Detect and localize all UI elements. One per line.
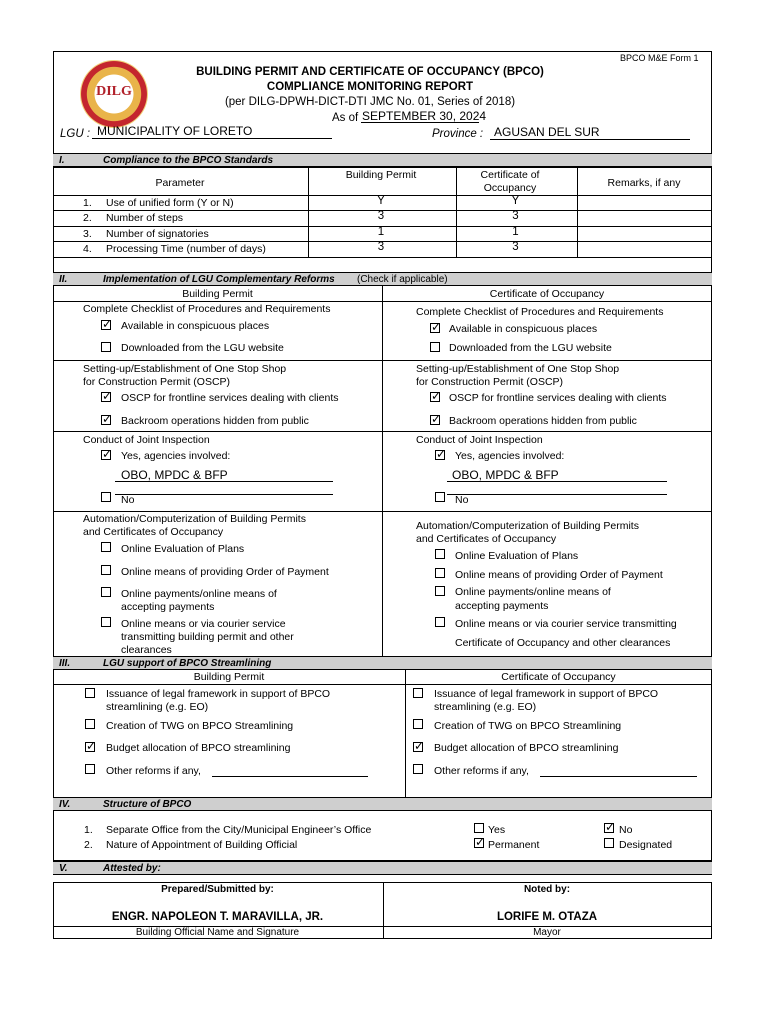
bp-agencies-value: OBO, MPDC & BFP bbox=[121, 468, 228, 482]
co-other-label: Other reforms if any, bbox=[434, 765, 529, 777]
bp-joint-no-checkbox[interactable] bbox=[101, 492, 111, 502]
col-remarks: Remarks, if any bbox=[607, 177, 681, 189]
bp-twg-label: Creation of TWG on BPCO Streamlining bbox=[106, 720, 294, 732]
bp-other-label: Other reforms if any, bbox=[106, 765, 201, 777]
co-auto-pay-label-2: accepting payments bbox=[455, 600, 549, 612]
col-parameter: Parameter bbox=[155, 177, 205, 189]
separate-office-yes-label: Yes bbox=[488, 824, 506, 836]
co-checklist-title: Complete Checklist of Procedures and Requirements bbox=[416, 306, 664, 318]
co-twg-label: Creation of TWG on BPCO Streamlining bbox=[434, 720, 622, 732]
row-bp-value: 3 bbox=[377, 241, 385, 253]
row-parameter: Number of signatories bbox=[106, 228, 209, 240]
section-2-bar bbox=[53, 272, 712, 286]
row-number: 4. bbox=[83, 243, 92, 255]
co-joint-yes-checkbox[interactable] bbox=[435, 450, 445, 460]
co-downloaded-label: Downloaded from the LGU website bbox=[449, 342, 612, 354]
section-5-num: V. bbox=[59, 863, 68, 874]
bp-budget-label: Budget allocation of BPCO streamlining bbox=[106, 742, 291, 754]
co-courier-checkbox[interactable] bbox=[435, 617, 445, 627]
bp-downloaded-checkbox[interactable] bbox=[101, 342, 111, 352]
bp-oscp-backroom-label: Backroom operations hidden from public bbox=[121, 415, 309, 427]
bp-oscp-frontline-label: OSCP for frontline services dealing with clients bbox=[121, 392, 339, 404]
bp-joint-title: Conduct of Joint Inspection bbox=[83, 434, 210, 446]
row-bp-value: 3 bbox=[377, 210, 385, 222]
bp-auto-pay-checkbox[interactable] bbox=[101, 587, 111, 597]
co-agencies-value: OBO, MPDC & BFP bbox=[452, 468, 559, 482]
co-joint-no-checkbox[interactable] bbox=[435, 492, 445, 502]
bp-courier-label-2: transmitting building permit and other bbox=[121, 631, 294, 643]
bp-joint-yes-checkbox[interactable] bbox=[101, 450, 111, 460]
co-budget-checkbox[interactable] bbox=[413, 742, 423, 752]
col-certificate-of-occupancy: Certificate of Occupancy bbox=[480, 169, 540, 194]
row-co-value: Y bbox=[511, 195, 520, 207]
report-title-2: COMPLIANCE MONITORING REPORT bbox=[266, 81, 474, 93]
co-oscp-title-1: Setting-up/Establishment of One Stop Shop bbox=[416, 363, 620, 375]
row-co-value: 3 bbox=[512, 241, 519, 253]
bp-oscp-frontline-checkbox[interactable] bbox=[101, 392, 111, 402]
co-auto-eval-checkbox[interactable] bbox=[435, 549, 445, 559]
bp-checklist-title: Complete Checklist of Procedures and Requirements bbox=[83, 303, 331, 315]
appointment-permanent-label: Permanent bbox=[488, 839, 540, 851]
section-1-bar bbox=[53, 153, 712, 167]
section-3-num: III. bbox=[59, 658, 71, 669]
co-oscp-frontline-label: OSCP for frontline services dealing with clients bbox=[449, 392, 667, 404]
lgu-value: MUNICIPALITY OF LORETO bbox=[97, 124, 253, 138]
section-4-bar bbox=[53, 797, 712, 811]
section-3-bar bbox=[53, 656, 712, 670]
section-4-num: IV. bbox=[59, 799, 71, 810]
col-building-permit: Building Permit bbox=[345, 169, 417, 181]
bp-oscp-backroom-checkbox[interactable] bbox=[101, 415, 111, 425]
bp-courier-label-1: Online means or via courier service bbox=[121, 618, 286, 630]
bp-available-checkbox[interactable] bbox=[101, 320, 111, 330]
s3-col-bp: Building Permit bbox=[193, 671, 265, 683]
bp-available-label: Available in conspicuous places bbox=[121, 320, 270, 332]
noted-by-label: Noted by: bbox=[523, 884, 571, 895]
form-code: BPCO M&E Form 1 bbox=[620, 53, 699, 63]
s2-col-co: Certificate of Occupancy bbox=[489, 288, 605, 300]
co-legal-label-1: Issuance of legal framework in support of BPCO bbox=[434, 688, 659, 700]
co-budget-label: Budget allocation of BPCO streamlining bbox=[434, 742, 619, 754]
co-auto-order-checkbox[interactable] bbox=[435, 568, 445, 578]
co-auto-pay-label-1: Online payments/online means of bbox=[455, 586, 611, 598]
bp-joint-no-label: No bbox=[121, 494, 135, 506]
lgu-label: LGU : bbox=[60, 128, 91, 140]
bp-legal-checkbox[interactable] bbox=[85, 688, 95, 698]
bp-legal-label-2: streamlining (e.g. EO) bbox=[106, 701, 209, 713]
as-of-value: SEPTEMBER 30, 2024 bbox=[362, 109, 487, 123]
bp-auto-pay-label-1: Online payments/online means of bbox=[121, 588, 277, 600]
bp-legal-label-1: Issuance of legal framework in support of BPCO bbox=[106, 688, 331, 700]
bp-downloaded-label: Downloaded from the LGU website bbox=[121, 342, 284, 354]
section-1-title: Compliance to the BPCO Standards bbox=[103, 155, 274, 166]
noted-by-role: Mayor bbox=[533, 927, 561, 938]
report-title-1: BUILDING PERMIT AND CERTIFICATE OF OCCUPANCY (BPCO) bbox=[196, 66, 544, 78]
co-legal-checkbox[interactable] bbox=[413, 688, 423, 698]
row-parameter: Processing Time (number of days) bbox=[106, 243, 266, 255]
co-oscp-backroom-label: Backroom operations hidden from public bbox=[449, 415, 637, 427]
appointment-designated-checkbox[interactable] bbox=[604, 838, 614, 848]
report-subtitle: (per DILG-DPWH-DICT-DTI JMC No. 01, Series of 2018) bbox=[224, 96, 516, 108]
section-5-bar bbox=[53, 861, 712, 875]
separate-office-yes-checkbox[interactable] bbox=[474, 823, 484, 833]
bp-twg-checkbox[interactable] bbox=[85, 719, 95, 729]
s4-item-2-label: Nature of Appointment of Building Official bbox=[106, 839, 298, 851]
section-3-title: LGU support of BPCO Streamlining bbox=[103, 658, 272, 669]
bp-auto-title-1: Automation/Computerization of Building Permits bbox=[83, 513, 306, 525]
s2-col-bp: Building Permit bbox=[182, 288, 253, 300]
co-available-checkbox[interactable] bbox=[430, 323, 440, 333]
separate-office-no-checkbox[interactable] bbox=[604, 823, 614, 833]
appointment-permanent-checkbox[interactable] bbox=[474, 838, 484, 848]
province-label: Province : bbox=[432, 128, 484, 140]
co-joint-no-label: No bbox=[455, 494, 469, 506]
co-courier-label-2: Certificate of Occupancy and other clearances bbox=[455, 637, 671, 649]
row-co-value: 3 bbox=[512, 210, 519, 222]
s3-col-co: Certificate of Occupancy bbox=[501, 671, 616, 683]
s4-item-1-number: 1. bbox=[84, 824, 93, 836]
co-oscp-frontline-checkbox[interactable] bbox=[430, 392, 440, 402]
co-courier-label-1: Online means or via courier service transmitting bbox=[455, 618, 677, 630]
row-parameter: Number of steps bbox=[106, 212, 184, 224]
co-auto-pay-checkbox[interactable] bbox=[435, 586, 445, 596]
row-number: 2. bbox=[83, 212, 92, 224]
co-joint-yes-label: Yes, agencies involved: bbox=[455, 450, 565, 462]
bp-budget-checkbox[interactable] bbox=[85, 742, 95, 752]
section-2-title: Implementation of LGU Complementary Reforms bbox=[103, 274, 335, 285]
noted-by-name: LORIFE M. OTAZA bbox=[496, 911, 598, 923]
co-joint-title: Conduct of Joint Inspection bbox=[416, 434, 543, 446]
bp-courier-checkbox[interactable] bbox=[101, 617, 111, 627]
bp-auto-eval-label: Online Evaluation of Plans bbox=[121, 543, 245, 555]
section-1-num: I. bbox=[59, 155, 65, 166]
row-bp-value: Y bbox=[377, 195, 385, 207]
co-oscp-title-2: for Construction Permit (OSCP) bbox=[416, 376, 564, 388]
section-2-note: (Check if applicable) bbox=[357, 274, 448, 285]
bp-oscp-title-1: Setting-up/Establishment of One Stop Shop bbox=[83, 363, 287, 375]
co-oscp-backroom-checkbox[interactable] bbox=[430, 415, 440, 425]
bp-auto-title-2: and Certificates of Occupancy bbox=[83, 526, 224, 538]
co-twg-checkbox[interactable] bbox=[413, 719, 423, 729]
seal-text: DILG bbox=[96, 84, 132, 99]
co-auto-title-2: and Certificates of Occupancy bbox=[416, 533, 557, 545]
row-number: 3. bbox=[83, 228, 92, 240]
row-parameter: Use of unified form (Y or N) bbox=[106, 197, 234, 209]
co-legal-label-2: streamlining (e.g. EO) bbox=[434, 701, 537, 713]
prepared-by-name: ENGR. NAPOLEON T. MARAVILLA, JR. bbox=[111, 911, 324, 923]
province-value: AGUSAN DEL SUR bbox=[494, 125, 600, 139]
co-auto-title-1: Automation/Computerization of Building Permits bbox=[416, 520, 639, 532]
bp-oscp-title-2: for Construction Permit (OSCP) bbox=[83, 376, 231, 388]
bp-other-checkbox[interactable] bbox=[85, 764, 95, 774]
bp-joint-yes-label: Yes, agencies involved: bbox=[121, 450, 231, 462]
s4-item-2-number: 2. bbox=[84, 839, 93, 851]
prepared-by-role: Building Official Name and Signature bbox=[135, 927, 300, 938]
bp-courier-label-3: clearances bbox=[121, 644, 172, 656]
row-co-value: 1 bbox=[512, 226, 519, 238]
co-available-label: Available in conspicuous places bbox=[449, 323, 598, 335]
section-4-title: Structure of BPCO bbox=[103, 799, 192, 810]
row-number: 1. bbox=[83, 197, 92, 209]
bp-auto-eval-checkbox[interactable] bbox=[101, 542, 111, 552]
bp-auto-order-checkbox[interactable] bbox=[101, 565, 111, 575]
row-bp-value: 1 bbox=[377, 226, 385, 238]
co-auto-eval-label: Online Evaluation of Plans bbox=[455, 550, 579, 562]
appointment-designated-label: Designated bbox=[619, 839, 673, 851]
co-auto-order-label: Online means of providing Order of Payment bbox=[455, 569, 663, 581]
prepared-by-label: Prepared/Submitted by: bbox=[161, 884, 274, 895]
co-other-checkbox[interactable] bbox=[413, 764, 423, 774]
s4-item-1-label: Separate Office from the City/Municipal Engineer’s Office bbox=[106, 824, 372, 836]
separate-office-no-label: No bbox=[619, 824, 633, 836]
bp-auto-order-label: Online means of providing Order of Payment bbox=[121, 566, 329, 578]
as-of-label: As of bbox=[332, 112, 359, 124]
bp-auto-pay-label-2: accepting payments bbox=[121, 601, 215, 613]
section-2-num: II. bbox=[59, 274, 68, 285]
co-downloaded-checkbox[interactable] bbox=[430, 342, 440, 352]
section-5-title: Attested by: bbox=[103, 863, 161, 874]
dilg-seal-logo bbox=[80, 60, 148, 128]
